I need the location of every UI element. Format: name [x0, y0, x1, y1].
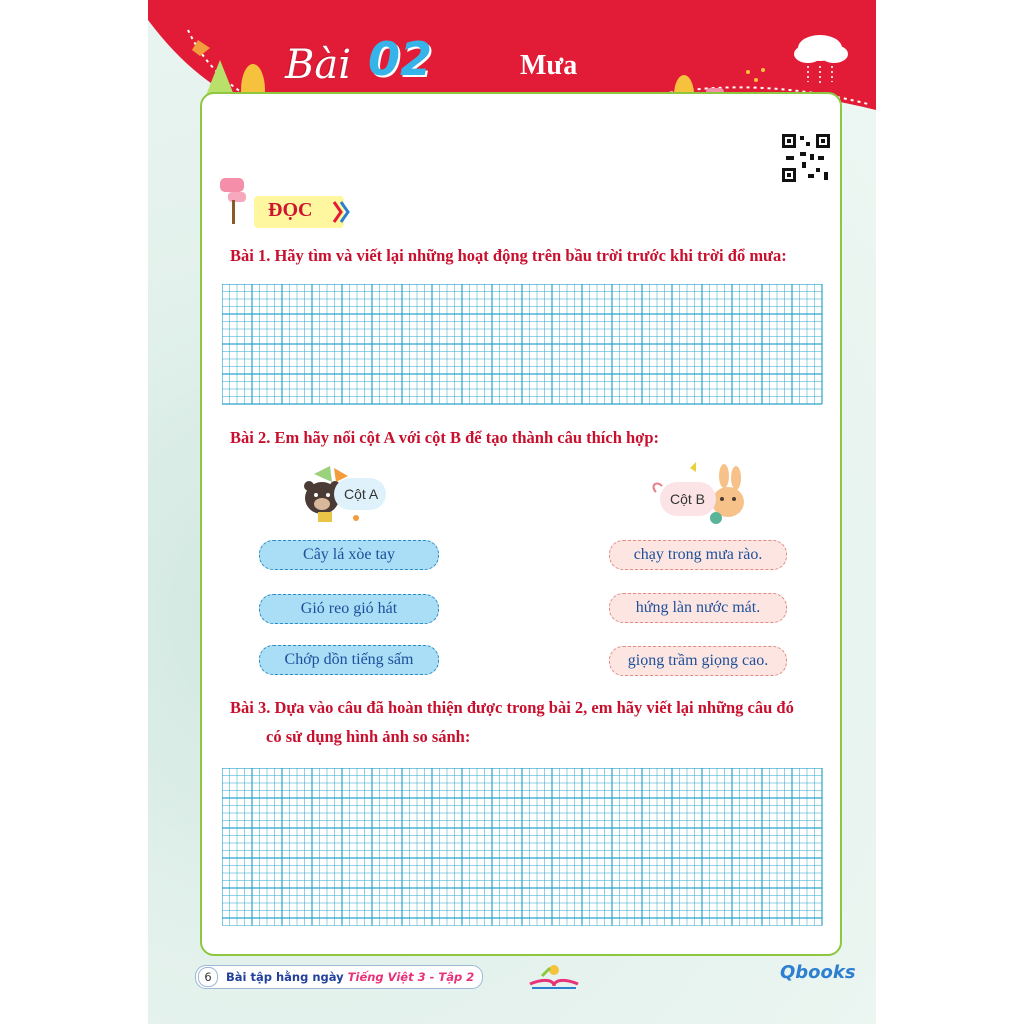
chevron-right-icon: [332, 200, 350, 224]
column-b-item[interactable]: hứng làn nước mát.: [609, 593, 787, 623]
lesson-word: Bài: [285, 42, 352, 88]
book-title: Tiếng Việt 3 - Tập 2: [347, 970, 475, 984]
column-b-item[interactable]: chạy trong mưa rào.: [609, 540, 787, 570]
tree-icon: [216, 176, 250, 226]
qr-code-icon[interactable]: [780, 132, 832, 184]
lesson-number: 02: [368, 32, 433, 86]
book-prefix: Bài tập hằng ngày: [226, 970, 344, 984]
writing-grid-1[interactable]: [222, 284, 824, 405]
footer-book-info: [195, 965, 483, 989]
column-a-item[interactable]: Gió reo gió hát: [259, 594, 439, 624]
exercise1-question: Bài 1. Hãy tìm và viết lại những hoạt động trên bầu trời trước khi trời đổ mưa:: [230, 246, 787, 265]
publisher-logo-icon: [524, 960, 584, 994]
column-b-item[interactable]: giọng trầm giọng cao.: [609, 646, 787, 676]
column-a-item[interactable]: Chớp dồn tiếng sấm: [259, 645, 439, 675]
exercise3-question-line1: Bài 3. Dựa vào câu đã hoàn thiện được trong bài 2, em hãy viết lại những câu đó: [230, 698, 794, 717]
exercise2-question: Bài 2. Em hãy nối cột A với cột B để tạo thành câu thích hợp:: [230, 428, 659, 447]
section-label: ĐỌC: [268, 199, 313, 221]
page-number: 6: [198, 967, 218, 987]
exercise3-question-line2: có sử dụng hình ảnh so sánh:: [266, 727, 471, 746]
brand-logo: Qbooks: [780, 962, 856, 983]
column-b-label: Cột B: [670, 491, 706, 507]
column-a-item[interactable]: Cây lá xòe tay: [259, 540, 439, 570]
writing-grid-2[interactable]: [222, 768, 824, 928]
column-a-label: Cột A: [344, 486, 379, 502]
page-title: Mưa: [520, 50, 578, 81]
